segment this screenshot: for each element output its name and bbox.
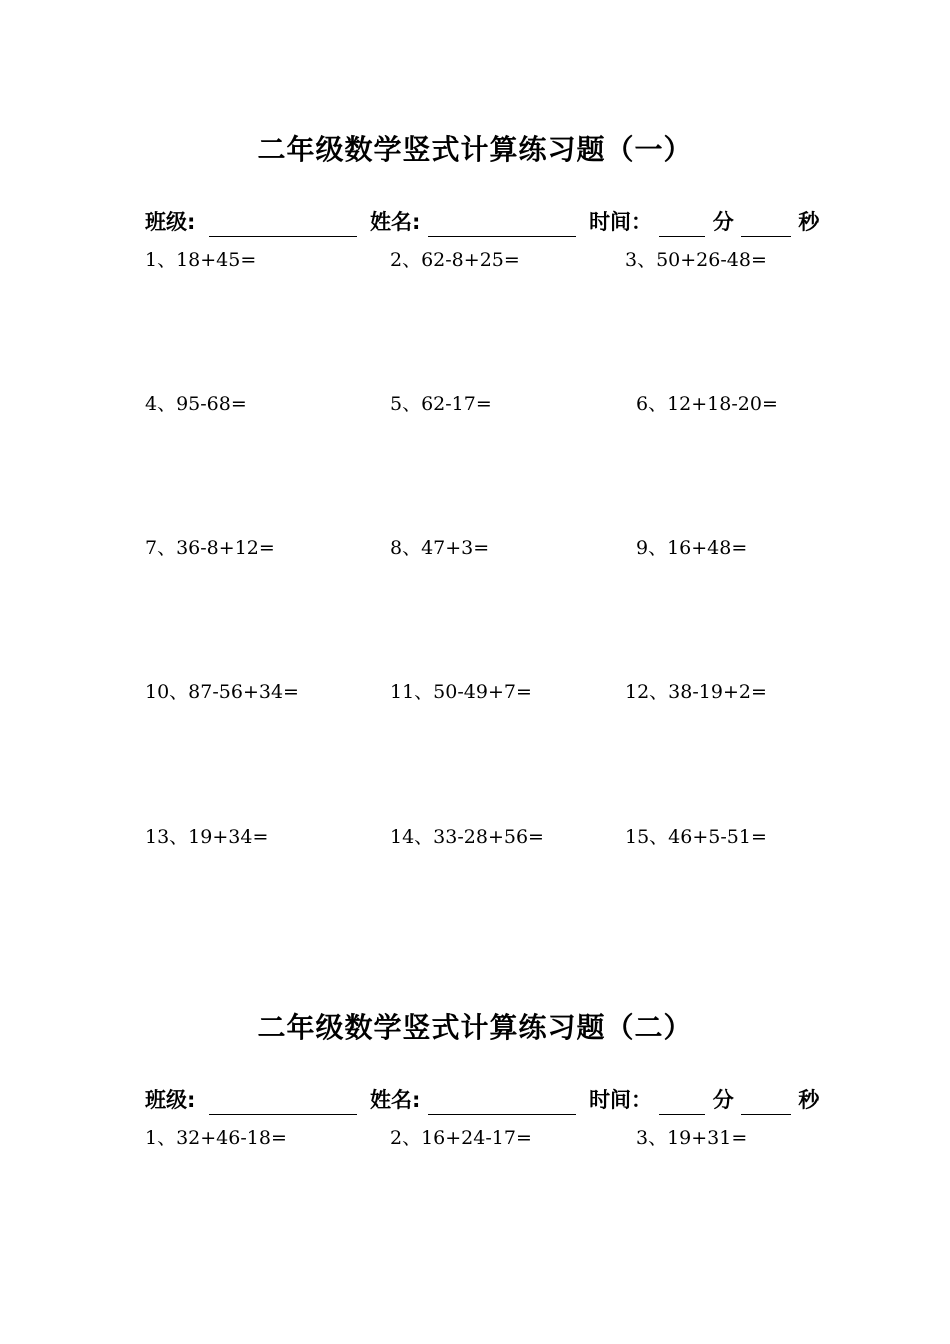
name-blank[interactable]: [428, 214, 576, 237]
problem-item: 4、95-68=: [145, 393, 247, 415]
second-blank[interactable]: [741, 1092, 791, 1115]
second-label: 秒: [798, 210, 820, 234]
problem-item: 2、16+24-17=: [390, 1127, 532, 1149]
section-2-info-row: [145, 1085, 819, 1115]
name-blank[interactable]: [428, 1092, 576, 1115]
class-label: 班级:: [145, 210, 196, 234]
name-label: 姓名:: [370, 1088, 421, 1112]
time-label: 时间：: [589, 210, 653, 234]
class-label: 班级:: [145, 1088, 196, 1112]
problem-item: 12、38-19+2=: [625, 681, 767, 703]
problem-item: 5、62-17=: [390, 393, 492, 415]
class-blank[interactable]: [209, 1092, 357, 1115]
problem-item: 9、16+48=: [636, 537, 748, 559]
problem-item: 3、50+26-48=: [625, 249, 767, 271]
problem-item: 2、62-8+25=: [390, 249, 520, 271]
problem-item: 1、32+46-18=: [145, 1127, 287, 1149]
section-2-title: 二年级数学竖式计算练习题（二）: [257, 1011, 693, 1044]
name-label: 姓名:: [370, 210, 421, 234]
problem-item: 1、18+45=: [145, 249, 257, 271]
problem-item: 3、19+31=: [636, 1127, 748, 1149]
time-label: 时间：: [589, 1088, 653, 1112]
minute-blank[interactable]: [659, 1092, 705, 1115]
problem-item: 10、87-56+34=: [145, 681, 299, 703]
section-1-info-row: [145, 207, 819, 237]
minute-label: 分: [712, 1088, 734, 1112]
second-label: 秒: [798, 1088, 820, 1112]
minute-label: 分: [712, 210, 734, 234]
problem-item: 7、36-8+12=: [145, 537, 275, 559]
problem-item: 6、12+18-20=: [636, 393, 778, 415]
problem-item: 8、47+3=: [390, 537, 490, 559]
problem-item: 14、33-28+56=: [390, 826, 544, 848]
section-1-title: 二年级数学竖式计算练习题（一）: [257, 133, 693, 166]
problem-item: 15、46+5-51=: [625, 826, 767, 848]
problem-item: 13、19+34=: [145, 826, 269, 848]
problem-item: 11、50-49+7=: [390, 681, 532, 703]
second-blank[interactable]: [741, 214, 791, 237]
minute-blank[interactable]: [659, 214, 705, 237]
class-blank[interactable]: [209, 214, 357, 237]
